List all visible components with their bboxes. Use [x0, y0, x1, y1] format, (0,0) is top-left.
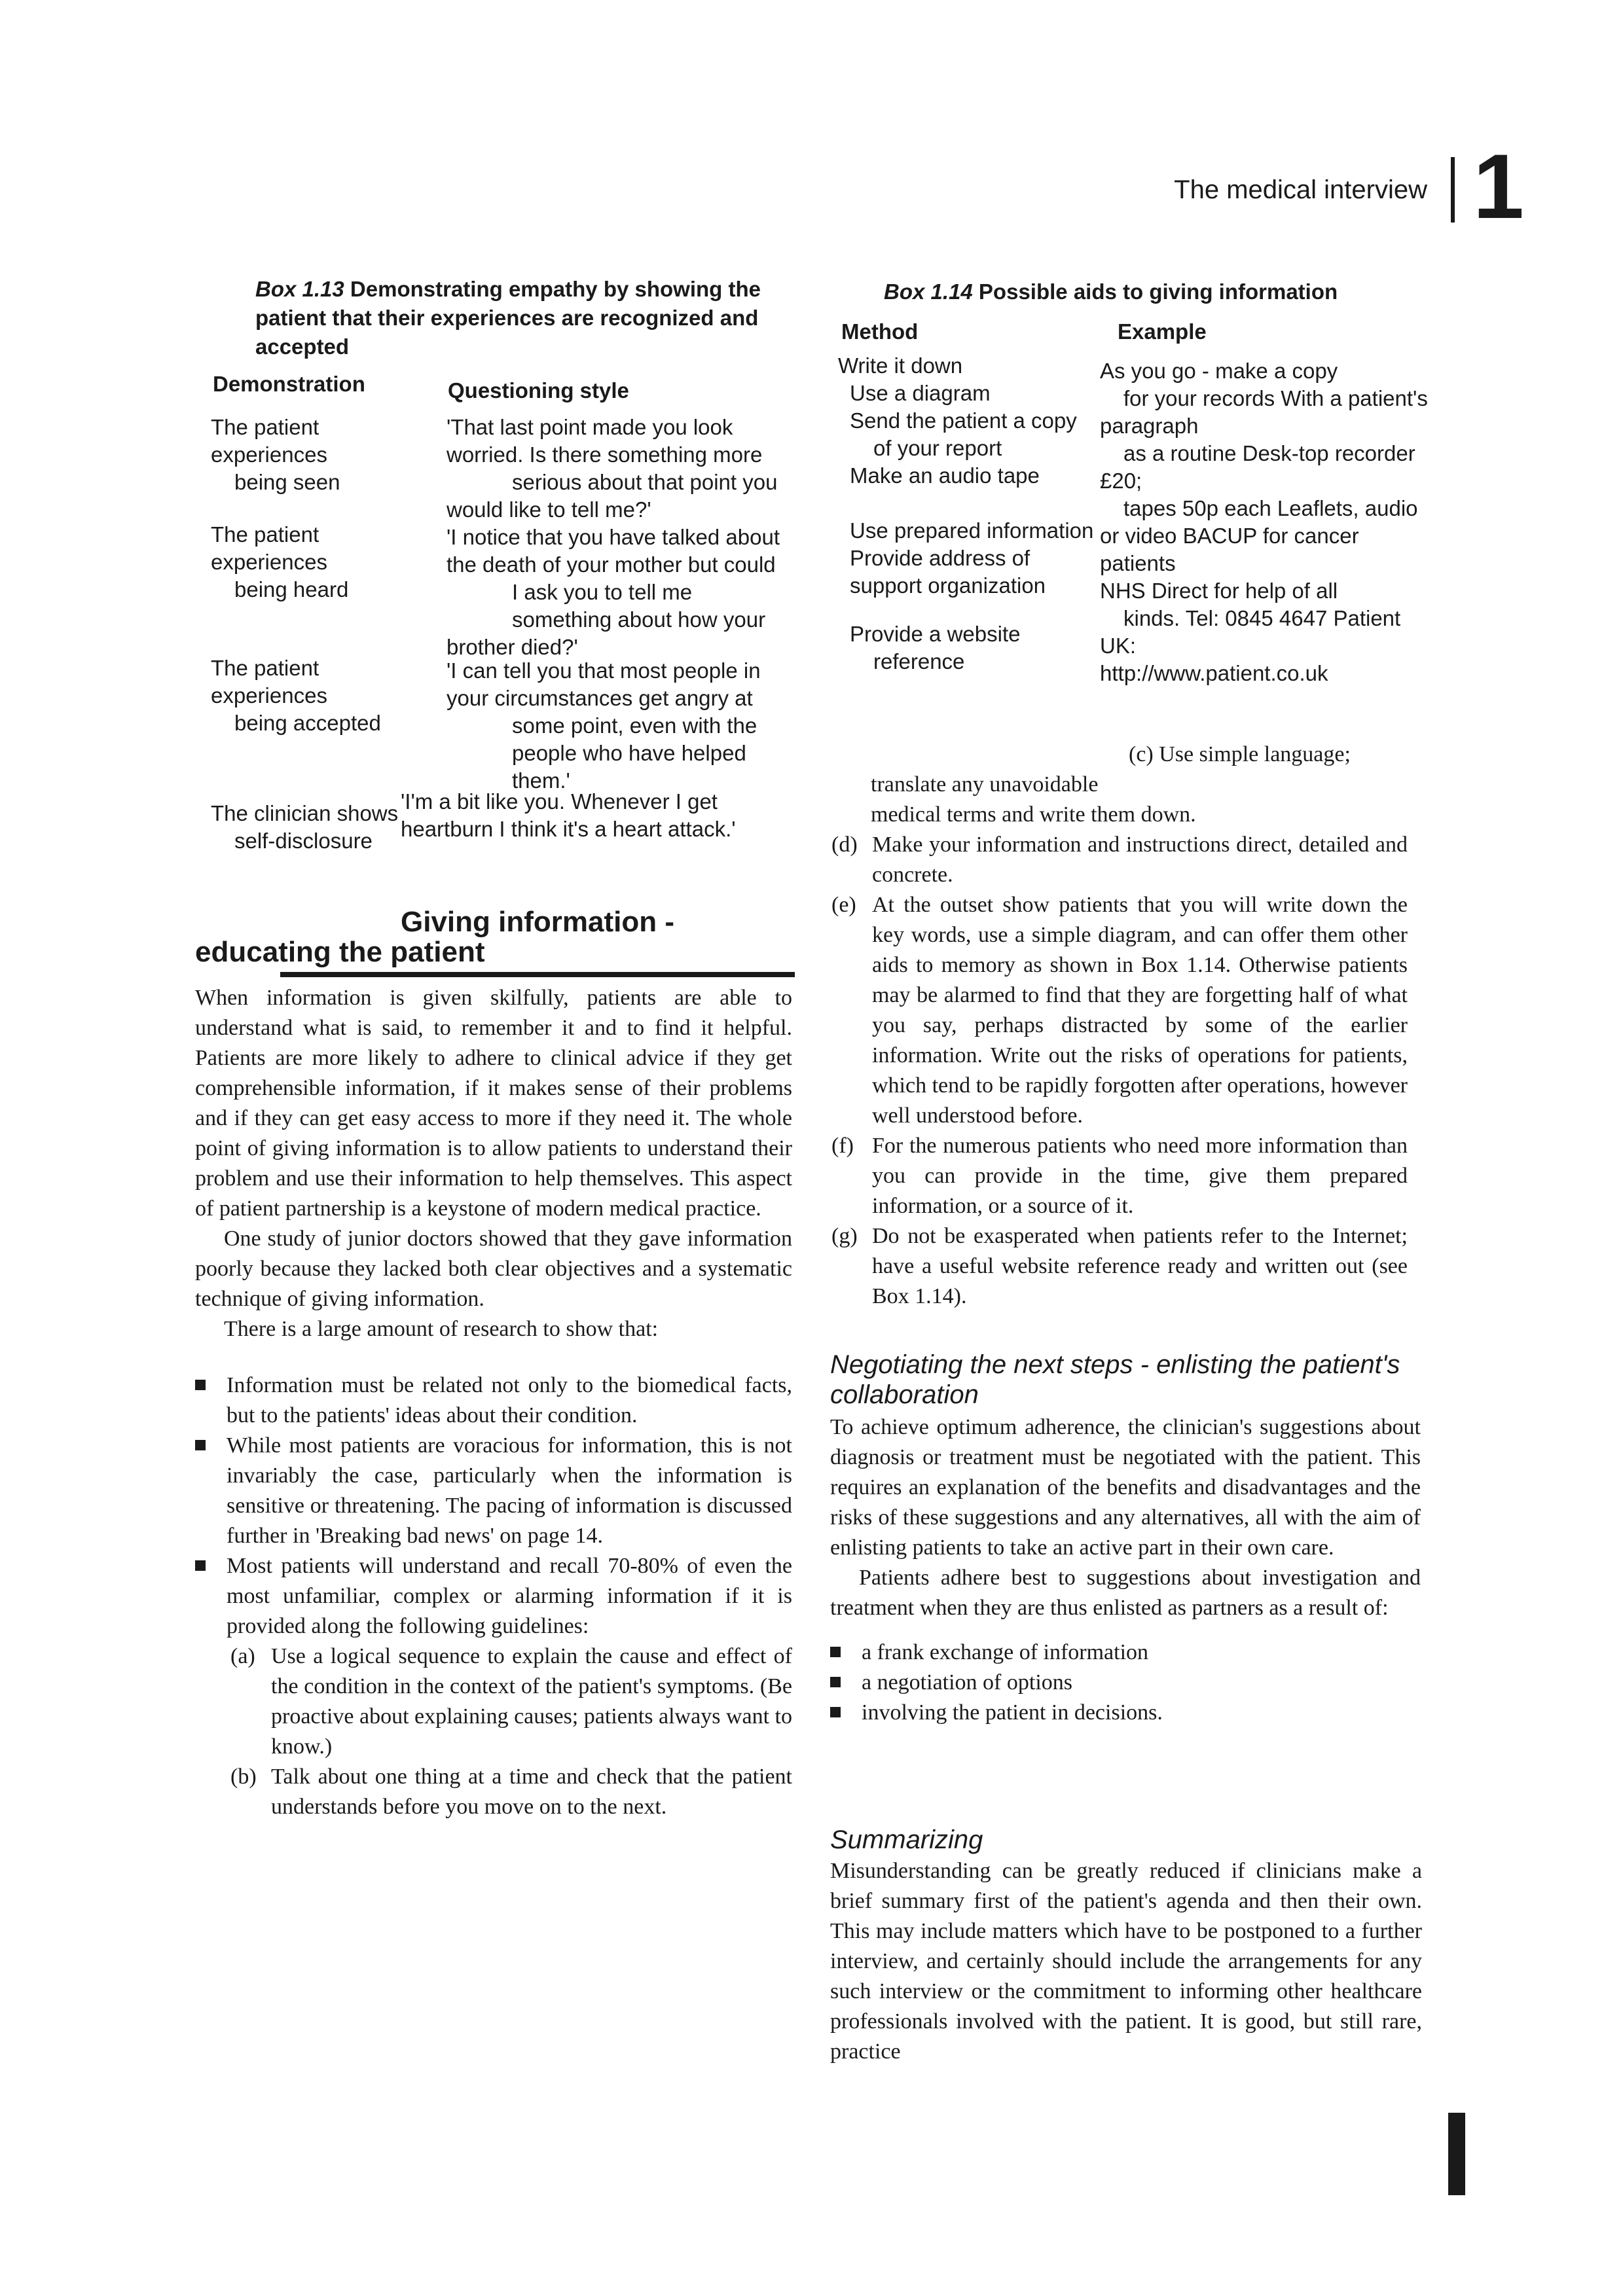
guideline-c-line: medical terms and write them down.	[871, 802, 1196, 827]
negotiating-bullet-list	[830, 1638, 1421, 1728]
question-line: heartburn I think it's a heart attack.'	[401, 817, 736, 841]
box-1-14-methods	[838, 352, 1106, 675]
box-1-13-question-1	[447, 414, 797, 524]
question-line: the death of your mother but could	[447, 552, 776, 577]
guideline-b	[230, 1762, 792, 1822]
example-item: As you go - make a copy	[1100, 359, 1338, 383]
paragraph: To achieve optimum adherence, the clinician's suggestions about diagnosis or treatment must be negotiated with the patient. This requires an explanation of the benefits and disadvantages and the risks of these suggestions and any alternatives, all with the aim of enlisting patients to take an active part in their own care.	[830, 1415, 1421, 1560]
demo-line: The patient experiences	[211, 522, 327, 574]
section-title-rule	[280, 972, 795, 977]
example-item: kinds. Tel: 0845 4647 Patient	[1123, 606, 1401, 630]
list-item	[195, 1551, 792, 1822]
list-item	[195, 1431, 792, 1551]
running-title: The medical interview	[1174, 175, 1427, 204]
question-line: them.'	[512, 768, 570, 793]
method-item: reference	[873, 649, 965, 673]
box-1-13-question-2	[447, 524, 797, 661]
list-item-text: Most patients will understand and recall 70-80% of even the most unfamiliar, complex or alarming information if it is provided along the following guidelines:	[227, 1554, 792, 1638]
paragraph: There is a large amount of research to show that:	[224, 1317, 659, 1341]
box-1-14-heading	[884, 278, 1447, 306]
negotiating-title: Negotiating the next steps - enlisting the patient's collaboration	[830, 1350, 1400, 1409]
col-questioning: Questioning style	[448, 378, 629, 403]
guideline-text: Make your information and instructions direct, detailed and concrete.	[872, 833, 1408, 887]
square-bullet-icon	[830, 1647, 841, 1657]
list-item-text: a negotiation of options	[862, 1670, 1073, 1695]
guideline-text: Do not be exasperated when patients refer to the Internet; have a useful website reference ready and written out (see Box 1.14).	[872, 1224, 1408, 1308]
paragraph: Patients adhere best to suggestions about investigation and treatment when they are thus enlisted as partners as a result of:	[830, 1566, 1421, 1620]
box-1-14-examples	[1100, 357, 1440, 687]
square-bullet-icon	[195, 1440, 206, 1450]
method-item: Use a diagram	[850, 381, 991, 405]
section-title-line-2: educating the patient	[195, 936, 485, 968]
method-item: support organization	[850, 573, 1046, 598]
box-1-14-label: Box 1.14	[884, 279, 973, 304]
square-bullet-icon	[830, 1707, 841, 1717]
chapter-number: 1	[1473, 135, 1524, 238]
negotiating-section	[830, 1412, 1421, 1728]
list-item	[830, 1638, 1421, 1668]
question-line: would like to tell me?'	[447, 497, 651, 522]
col-example: Example	[1118, 319, 1207, 344]
paragraph: When information is given skilfully, patients are able to understand what is said, to remember it and to find it helpful. Patients are more likely to adhere to clinical advice if they get comprehensible information, if it makes sense of their problems and if they can get easy access to more if they need it. The whole point of giving information is to allow patients to understand their problem and use their information to help themselves. This aspect of patient partnership is a keystone of modern medical practice.	[195, 986, 792, 1221]
research-bullet-list	[195, 1371, 792, 1822]
demo-line: being seen	[234, 470, 340, 494]
box-1-13-question-3	[447, 657, 797, 795]
guideline-label: (f)	[831, 1134, 854, 1158]
list-item-text: Information must be related not only to the biomedical facts, but to the patients' ideas about their condition.	[227, 1373, 792, 1427]
example-item: http://www.patient.co.uk	[1100, 661, 1328, 685]
list-item-text: a frank exchange of information	[862, 1640, 1149, 1664]
guideline-d	[831, 830, 1408, 890]
demo-line: The patient experiences	[211, 415, 327, 467]
square-bullet-icon	[195, 1560, 206, 1571]
list-item	[195, 1371, 792, 1431]
box-1-13-label: Box 1.13	[255, 277, 344, 301]
example-item: for your records With a patient's	[1123, 386, 1428, 410]
guideline-c-line: translate any unavoidable	[871, 772, 1099, 797]
example-item: £20;	[1100, 469, 1142, 493]
question-line: people who have helped	[512, 741, 746, 765]
question-line: worried. Is there something more	[447, 442, 763, 467]
question-line: serious about that point you	[512, 470, 778, 494]
guideline-label: (a)	[230, 1644, 255, 1668]
example-item: tapes 50p each Leaflets, audio	[1123, 496, 1418, 520]
guideline-label: (g)	[831, 1224, 858, 1248]
box-1-13-demo-3	[211, 655, 402, 737]
box-1-13-demo-2	[211, 521, 402, 603]
method-item: Use prepared information	[850, 518, 1094, 543]
square-bullet-icon	[195, 1380, 206, 1390]
header-rule	[1451, 157, 1455, 223]
method-item: Provide address of	[850, 546, 1030, 570]
box-1-13-demo-1	[211, 414, 402, 496]
demo-line: The clinician shows	[211, 801, 399, 825]
list-item-text: involving the patient in decisions.	[862, 1700, 1163, 1725]
right-column-guidelines	[831, 740, 1427, 1312]
question-line: 'That last point made you look	[447, 415, 733, 439]
example-item: as a routine Desk-top recorder	[1123, 441, 1415, 465]
guideline-c-line: (c) Use simple language;	[1129, 742, 1351, 766]
guideline-f	[831, 1131, 1408, 1221]
guideline-e	[831, 890, 1408, 1131]
question-line: your circumstances get angry at	[447, 686, 753, 710]
guideline-text: Use a logical sequence to explain the cause and effect of the condition in the context of the patient's symptoms. (Be proactive about explaining causes; patients always want to know.)	[271, 1644, 792, 1759]
box-1-13-demo-4	[211, 800, 402, 855]
list-item	[830, 1668, 1421, 1698]
question-line: brother died?'	[447, 635, 578, 659]
guideline-label: (e)	[831, 893, 856, 917]
col-demonstration: Demonstration	[213, 372, 365, 396]
list-item	[830, 1698, 1421, 1728]
square-bullet-icon	[830, 1677, 841, 1687]
list-item-text: While most patients are voracious for information, this is not invariably the case, particularly when the information is sensitive or threatening. The pacing of information is discussed further in 'Breaking bad news' on page 14.	[227, 1433, 792, 1548]
summarizing-title: Summarizing	[830, 1825, 983, 1854]
demo-line: being heard	[234, 577, 349, 601]
col-method: Method	[841, 319, 919, 344]
box-1-14-title: Possible aids to giving information	[978, 279, 1338, 304]
guideline-text: For the numerous patients who need more information than you can provide in the time, give them prepared information, or a source of it.	[872, 1134, 1408, 1218]
guideline-a	[230, 1641, 792, 1762]
page-edge-mark	[1448, 2113, 1465, 2195]
question-line: some point, even with the	[512, 713, 757, 738]
method-item: Make an audio tape	[850, 463, 1040, 488]
left-column-body	[195, 983, 792, 1822]
guideline-text: At the outset show patients that you will write down the key words, use a simple diagram, and can offer them other aids to memory as shown in Box 1.14. Otherwise patients may be alarmed to find that they are forgetting half of what you say, perhaps distracted by some of the earlier information. Write out the risks of operations for patients, which tend to be rapidly forgotten after operations, however well understood before.	[872, 893, 1408, 1128]
example-item: or video BACUP for cancer	[1100, 524, 1359, 548]
guideline-text: Talk about one thing at a time and check that the patient understands before you move on to the next.	[271, 1765, 792, 1819]
question-line: something about how your	[512, 607, 766, 632]
example-item: patients	[1100, 551, 1176, 575]
demo-line: self-disclosure	[234, 829, 373, 853]
summarizing-paragraph: Misunderstanding can be greatly reduced if clinicians make a brief summary first of the patient's agenda and then their own. This may include matters which have to be postponed to a further interview, and certainly should include the arrangements for any such interview or the commitment to informing other healthcare professionals involved with the patient. It is good, but still rare, practice	[830, 1859, 1422, 2064]
box-1-13-title: Demonstrating empathy by showing the patient that their experiences are recognized and accepted	[255, 277, 761, 359]
method-item: Write it down	[838, 353, 963, 378]
box-1-13-heading	[255, 275, 779, 361]
question-line: 'I can tell you that most people in	[447, 658, 761, 683]
guideline-label: (b)	[230, 1765, 257, 1789]
guideline-label: (d)	[831, 833, 858, 857]
example-item: paragraph	[1100, 414, 1199, 438]
paragraph: One study of junior doctors showed that they gave information poorly because they lacked both clear objectives and a systematic technique of giving information.	[195, 1227, 792, 1311]
demo-line: The patient experiences	[211, 656, 327, 708]
example-item: UK:	[1100, 634, 1137, 658]
method-item: of your report	[873, 436, 1002, 460]
question-line: 'I'm a bit like you. Whenever I get	[401, 789, 718, 814]
method-item: Send the patient a copy	[850, 408, 1077, 433]
question-line: I ask you to tell me	[512, 580, 693, 604]
example-item: NHS Direct for help of all	[1100, 579, 1338, 603]
question-line: 'I notice that you have talked about	[447, 525, 780, 549]
method-item: Provide a website	[850, 622, 1021, 646]
guideline-g	[831, 1221, 1408, 1312]
section-title-line-1: Giving information -	[401, 906, 674, 938]
demo-line: being accepted	[234, 711, 381, 735]
box-1-13-question-4	[401, 788, 807, 843]
